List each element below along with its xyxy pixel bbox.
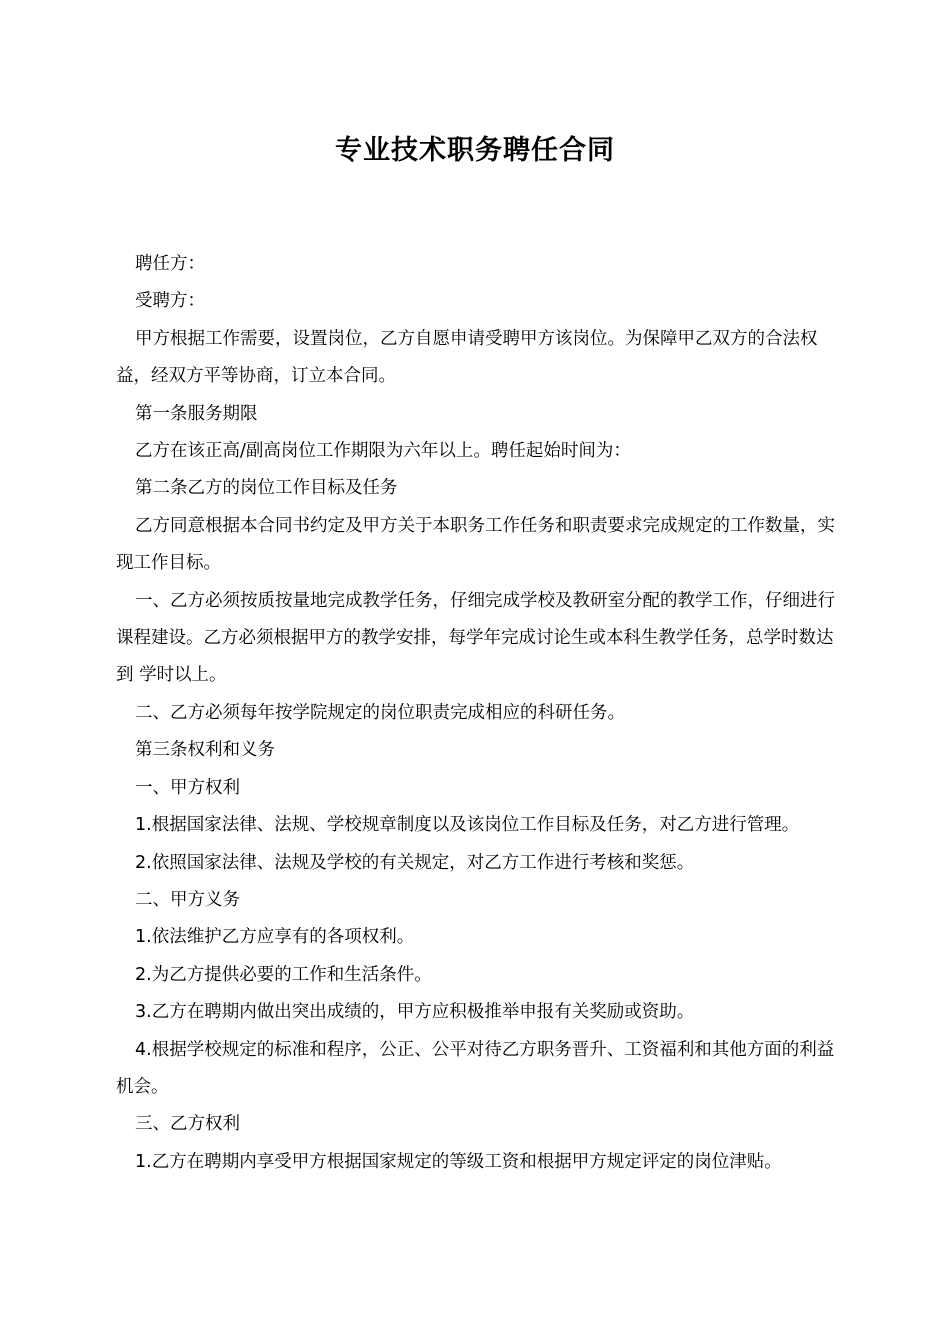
document-body	[116, 246, 846, 1181]
party-a-duty-2: 2.为乙方提供必要的工作和生活条件。	[135, 964, 432, 985]
research-task-paragraph: 二、乙方必须每年按学院规定的岗位职责完成相应的科研任务。	[135, 702, 625, 723]
employee-line: 受聘方：	[135, 291, 205, 312]
party-a-duties-heading: 二、甲方义务	[135, 889, 240, 910]
party-a-right-2: 2.依照国家法律、法规及学校的有关规定，对乙方工作进行考核和奖惩。	[135, 852, 695, 873]
teaching-task-paragraph: 一、乙方必须按质按量地完成教学任务，仔细完成学校及教研室分配的教学工作，仔细进行课程建设。乙方必须根据甲方的教学安排，每学年完成讨论生或本科生教学任务，总学时数达到 学时以上。	[116, 590, 835, 686]
employer-line: 聘任方：	[135, 254, 205, 274]
party-a-duty-3: 3.乙方在聘期内做出突出成绩的，甲方应积极推举申报有关奖励或资助。	[135, 1002, 695, 1023]
service-term-paragraph: 乙方在该正高/副高岗位工作期限为六年以上。聘任起始时间为：	[135, 441, 631, 462]
article-1-heading: 第一条服务期限	[135, 403, 258, 424]
party-b-rights-heading: 三、乙方权利	[135, 1114, 240, 1135]
article-2-heading: 第二条乙方的岗位工作目标及任务	[135, 478, 398, 499]
party-a-rights-heading: 一、甲方权利	[135, 777, 240, 798]
party-a-duty-4: 4.根据学校规定的标准和程序，公正、公平对待乙方职务晋升、工资福利和其他方面的利益机会。	[116, 1039, 835, 1097]
preamble-paragraph: 甲方根据工作需要，设置岗位，乙方自愿申请受聘甲方该岗位。为保障甲乙双方的合法权益，经双方平等协商，订立本合同。	[116, 328, 818, 387]
document-title: 专业技术职务聘任合同	[335, 135, 615, 166]
article-3-heading: 第三条权利和义务	[135, 740, 275, 761]
party-b-right-1: 1.乙方在聘期内享受甲方根据国家规定的等级工资和根据甲方规定评定的岗位津贴。	[135, 1151, 782, 1172]
work-goal-paragraph: 乙方同意根据本合同书约定及甲方关于本职务工作任务和职责要求完成规定的工作数量，实现工作目标。	[116, 515, 835, 574]
party-a-right-1: 1.根据国家法律、法规、学校规章制度以及该岗位工作目标及任务，对乙方进行管理。	[135, 815, 800, 836]
party-a-duty-1: 1.依法维护乙方应享有的各项权利。	[135, 927, 415, 948]
